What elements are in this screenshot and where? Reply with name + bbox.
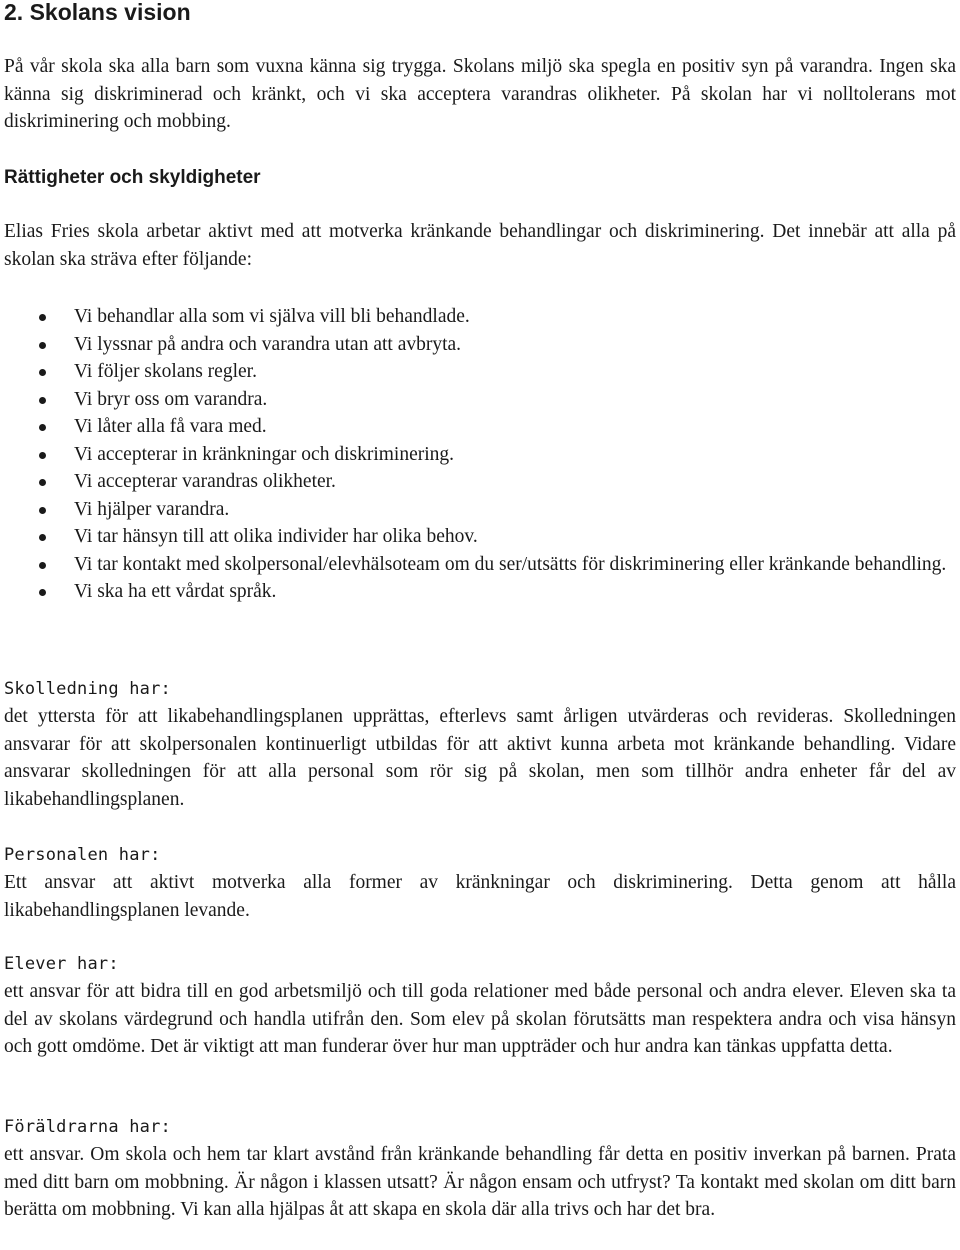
bullet-icon <box>39 424 46 431</box>
list-item: Vi behandlar alla som vi själva vill bli behandlade. <box>4 303 956 331</box>
section-text: ett ansvar. Om skola och hem tar klart avstånd från kränkande behandling får detta en positiv inverkan på barnen. Prata med ditt barn om mobbning. Är någon i klassen utsatt? Är någon ensam och utfryst? Ta kontakt med skolan om ditt barn berätta om mobbning. Vi kan alla hjälpas åt att skapa en skola där alla trivs och har det bra. <box>4 1144 956 1220</box>
list-item: Vi accepterar varandras olikheter. <box>4 468 956 496</box>
vision-paragraph: På vår skola ska alla barn som vuxna känna sig trygga. Skolans miljö ska spegla en positiv syn på varandra. Ingen ska känna sig diskriminerad och kränkt, och vi ska acceptera varandras olikheter. På skolan har vi nolltolerans mot diskriminering och mobbing. <box>4 56 956 132</box>
list-item: Vi tar hänsyn till att olika individer har olika behov. <box>4 523 956 551</box>
list-item: Vi hjälper varandra. <box>4 496 956 524</box>
bullet-icon <box>39 342 46 349</box>
bullet-icon <box>39 507 46 514</box>
list-item: Vi accepterar in kränkningar och diskriminering. <box>4 441 956 469</box>
section-skolledning <box>4 676 956 813</box>
bullet-icon <box>39 562 46 569</box>
bullet-icon <box>39 479 46 486</box>
bullet-icon <box>39 534 46 541</box>
section-label: Föräldrarna har: <box>4 1117 171 1137</box>
list-item: Vi tar kontakt med skolpersonal/elevhälsoteam om du ser/utsätts för diskriminering eller kränkande behandling. <box>4 551 956 579</box>
rights-paragraph: Elias Fries skola arbetar aktivt med att motverka kränkande behandlingar och diskriminering. Det innebär att alla på skolan ska sträva efter följande: <box>4 221 956 270</box>
bullet-icon <box>39 314 46 321</box>
list-item: Vi bryr oss om varandra. <box>4 386 956 414</box>
bullet-icon <box>39 397 46 404</box>
section-text: ett ansvar för att bidra till en god arbetsmiljö och till goda relationer med både personal och andra elever. Eleven ska ta del av skolans värdegrund och handla utifrån den. Som elev på skolan förutsätts man respektera andra och visa hänsyn och gott omdöme. Det är viktigt att man funderar över hur man uppträder och hur andra kan tänkas uppfatta detta. <box>4 981 956 1057</box>
section-title: 2. Skolans vision <box>4 0 191 25</box>
section-foraldrarna <box>4 1114 956 1224</box>
list-item: Vi följer skolans regler. <box>4 358 956 386</box>
section-personalen <box>4 842 956 924</box>
list-item: Vi låter alla få vara med. <box>4 413 956 441</box>
rules-list <box>4 303 956 606</box>
section-text: Ett ansvar att aktivt motverka alla former av kränkningar och diskriminering. Detta genom att hålla likabehandlingsplanen levande. <box>4 872 956 921</box>
list-item: Vi ska ha ett vårdat språk. <box>4 578 956 606</box>
section-text: det yttersta för att likabehandlingsplanen upprättas, efterlevs samt årligen utvärderas och revideras. Skolledningen ansvarar för att skolpersonalen kontinuerligt utbildas för att aktivt kunna arbeta mot kränkande behandling. Vidare ansvarar skolledningen för att alla personal som rör sig på skolan, men som tillhör andra enheter får del av likabehandlingsplanen. <box>4 706 956 810</box>
bullet-icon <box>39 452 46 459</box>
section-label: Skolledning har: <box>4 679 171 699</box>
rights-heading: Rättigheter och skyldigheter <box>4 167 261 188</box>
bullet-icon <box>39 369 46 376</box>
list-item: Vi lyssnar på andra och varandra utan att avbryta. <box>4 331 956 359</box>
section-elever <box>4 951 956 1061</box>
bullet-icon <box>39 589 46 596</box>
section-label: Elever har: <box>4 954 119 974</box>
section-label: Personalen har: <box>4 845 161 865</box>
